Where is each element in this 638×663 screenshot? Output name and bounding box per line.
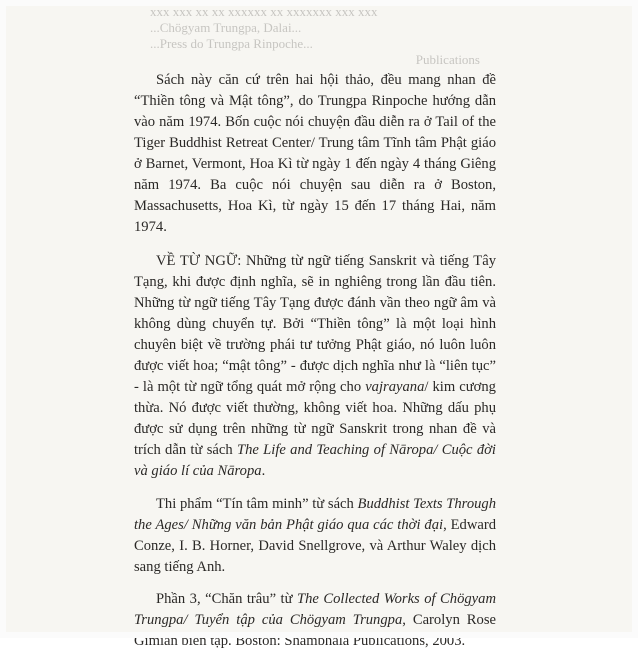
italic-book-title: Buddhist Texts Through the Ages/ Những văn bản Phật giáo qua các thời đại [134,496,497,533]
paragraph-source-note: Sách này căn cứ trên hai hội thảo, đều mang nhan đề “Thiền tông và Mật tông”, do Trungpa Rinpoche hướng dẫn vào năm 1974. Bốn cuộc nói chuyện đầu diễn ra ở Tail of the Tiger Buddhist Retreat Center/ Trung tâm Tĩnh tâm Phật giáo ở Barnet, Vermont, Hoa Kì từ ngày 1 đến ngày 4 tháng Giêng năm 1974. Ba cuộc nói chuyện sau diễn ra ở Boston, Massachusetts, Hoa Kì, từ ngày 15 đến 17 tháng Hai, năm 1974. [134,72,496,235]
italic-book-title: The Collected Works of Chögyam Trungpa/ Tuyển tập của Chögyam Trungpa [134,591,496,628]
poem-source-text: Thi phẩm “Tín tâm minh” từ sách [156,496,358,512]
paragraph-poem-source [134,494,496,578]
terminology-text: . [261,463,266,479]
bleed-through-text [150,4,480,68]
bleed-line: ...Press do Trungpa Rinpoche... [150,36,313,51]
paragraph-terminology-note [134,251,496,482]
bleed-line: xxx xxx xx xx xxxxxx xx xxxxxxx xxx xxx [150,4,378,19]
body-text [134,70,496,663]
paragraph-part3-source [134,589,496,652]
part3-source-text: , Carolyn Rose Gimian biên tập. Boston: Shambhala Publications, 2003. [134,612,496,649]
terminology-text: VỀ TỪ NGỮ: Những từ ngữ tiếng Sanskrit và tiếng Tây Tạng, khi được định nghĩa, sẽ in nghiêng trong lần đầu tiên. Những từ ngữ tiếng Tây Tạng được đánh vần theo ngữ âm và không dùng chuyển tự. Bởi “Thiền tông” là một loại hình chuyên biệt về trường phái tư tưởng Phật giáo, nó luôn luôn được viết hoa; “mật tông” - được dịch nghĩa như là “liên tục” - là một từ ngữ tổng quát mở rộng cho [134,253,496,395]
bleed-line: ...Chögyam Trungpa, Dalai... [150,20,302,35]
italic-term: vajrayana [365,379,425,395]
bleed-line: Publications [415,52,480,67]
part3-source-text: Phần 3, “Chăn trâu” từ [156,591,297,607]
italic-book-title: The Life and Teaching of Nāropa/ Cuộc đời và giáo lí của Nāropa [134,442,496,479]
poem-source-text: , Edward Conze, I. B. Horner, David Snellgrove, và Arthur Waley dịch sang tiếng Anh. [134,517,496,575]
terminology-text: / kim cương thừa. Nó được viết thường, không viết hoa. Những dấu phụ được sử dụng trên những từ ngữ Sanskrit trong nhan đề và trích dẫn từ sách [134,379,496,458]
